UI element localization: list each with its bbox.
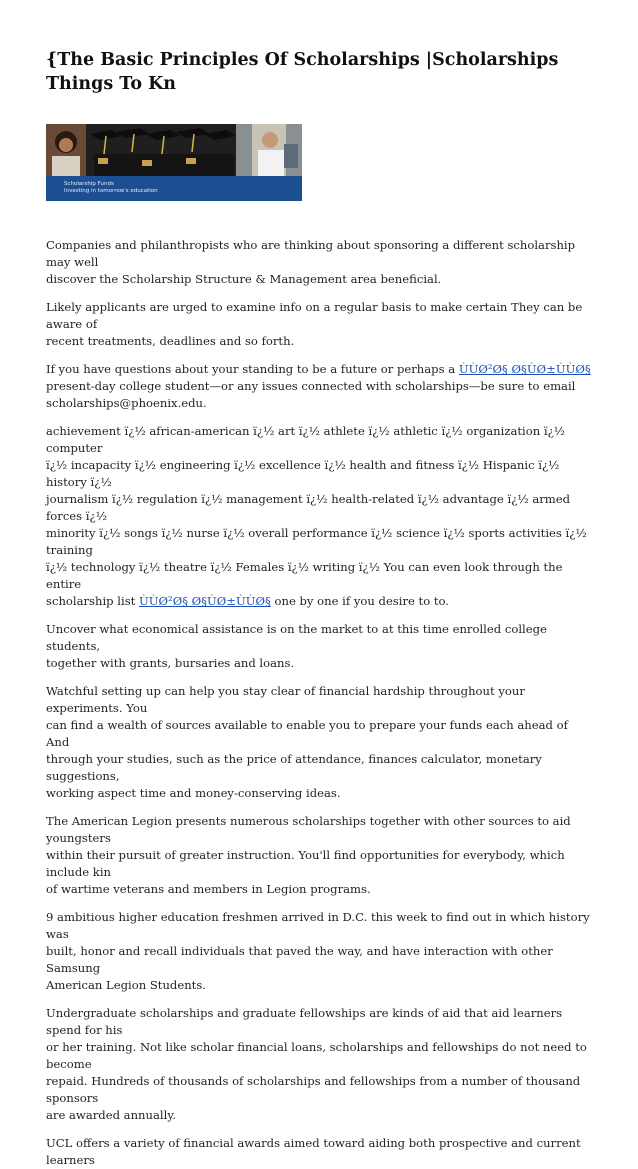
paragraph-7: The American Legion presents numerous scholarships together with other sources to aid youngsters within their pursuit of greater instruction. You'll find opportunities for everybody, which include kin of wartime veterans and members in Legion programs.: [46, 814, 571, 896]
paragraph-1: Companies and philanthropists who are thinking about sponsoring a different scholarship may well discover the Scholarship Structure & Management area beneficial.: [46, 238, 576, 286]
banner-logo-text: [64, 181, 158, 194]
paragraph-4-text-after: one by one if you desire to to.: [270, 594, 449, 608]
paragraph-3-text-before: If you have questions about your standing to be a future or perhaps a: [46, 362, 459, 376]
document-title: {The Basic Principles Of Scholarships |Scholarships Things To Kn: [46, 50, 559, 94]
paragraph-3-text-after: present-day college student—or any issues connected with scholarships—be sure to email scholarships@phoenix.edu.: [46, 379, 576, 410]
paragraph-4-text-before: achievement ï¿½ african-american ï¿½ art ï¿½ athlete ï¿½ athletic ï¿½ organization ï¿½ computer ï¿½ incapacity ï¿½ engineering ï¿½ excellence ï¿½ health and fitness ï¿½ Hispanic ï¿½ history ï¿½ journalism ï¿½ regulation ï¿½ management ï¿½ health-related ï¿½ advantage ï¿½ armed forces ï¿½ minority ï¿½ songs ï¿½ nurse ï¿½ overall performance ï¿½ science ï¿½ sports activities ï¿½ training ï¿½ technology ï¿½ theatre ï¿½ Females ï¿½ writing ï¿½ You can even look through the entire scholarship list: [46, 424, 587, 608]
paragraph-2: Likely applicants are urged to examine info on a regular basis to make certain They can be aware of recent treatments, deadlines and so forth.: [46, 300, 583, 348]
banner-logo-line1: Scholarship Funds: [64, 181, 114, 187]
paragraph-4-link[interactable]: ÙÙØ²Ø§ Ø§ÙØ±ÙÙØ§: [139, 594, 271, 608]
paragraph-9: Undergraduate scholarships and graduate fellowships are kinds of aid that aid learners spend for his or her training. Not like scholar financial loans, scholarships and fellowships do not need to become repaid. Hundreds of thousands of scholarships and fellowships from a number of thousand sponsors are awarded annually.: [46, 1006, 587, 1122]
graduates-photo: [46, 124, 302, 176]
paragraph-5: Uncover what economical assistance is on the market to at this time enrolled college students, together with grants, bursaries and loans.: [46, 622, 547, 670]
paragraph-8: 9 ambitious higher education freshmen arrived in D.C. this week to find out in which history was built, honor and recall individuals that paved the way, and have interaction with other Samsung American Legion Students.: [46, 910, 590, 992]
paragraph-10: UCL offers a variety of financial awards aimed toward aiding both prospective and current learners: [46, 1136, 581, 1167]
paragraph-4: [46, 423, 592, 610]
paragraph-6: Watchful setting up can help you stay clear of financial hardship throughout your experiments. You can find a wealth of sources available to enable you to prepare your funds each ahead of And through your studies, such as the price of attendance, finances calculator, monetary suggestions, working aspect time and money-conserving ideas.: [46, 684, 568, 800]
banner-logo-line2: Investing in tomorrow's education: [64, 187, 158, 194]
paragraph-3-link[interactable]: ÙÙØ²Ø§ Ø§ÙØ±ÙÙØ§: [458, 362, 591, 376]
paragraph-3: [46, 361, 592, 412]
scholarship-banner-image: [46, 124, 302, 201]
